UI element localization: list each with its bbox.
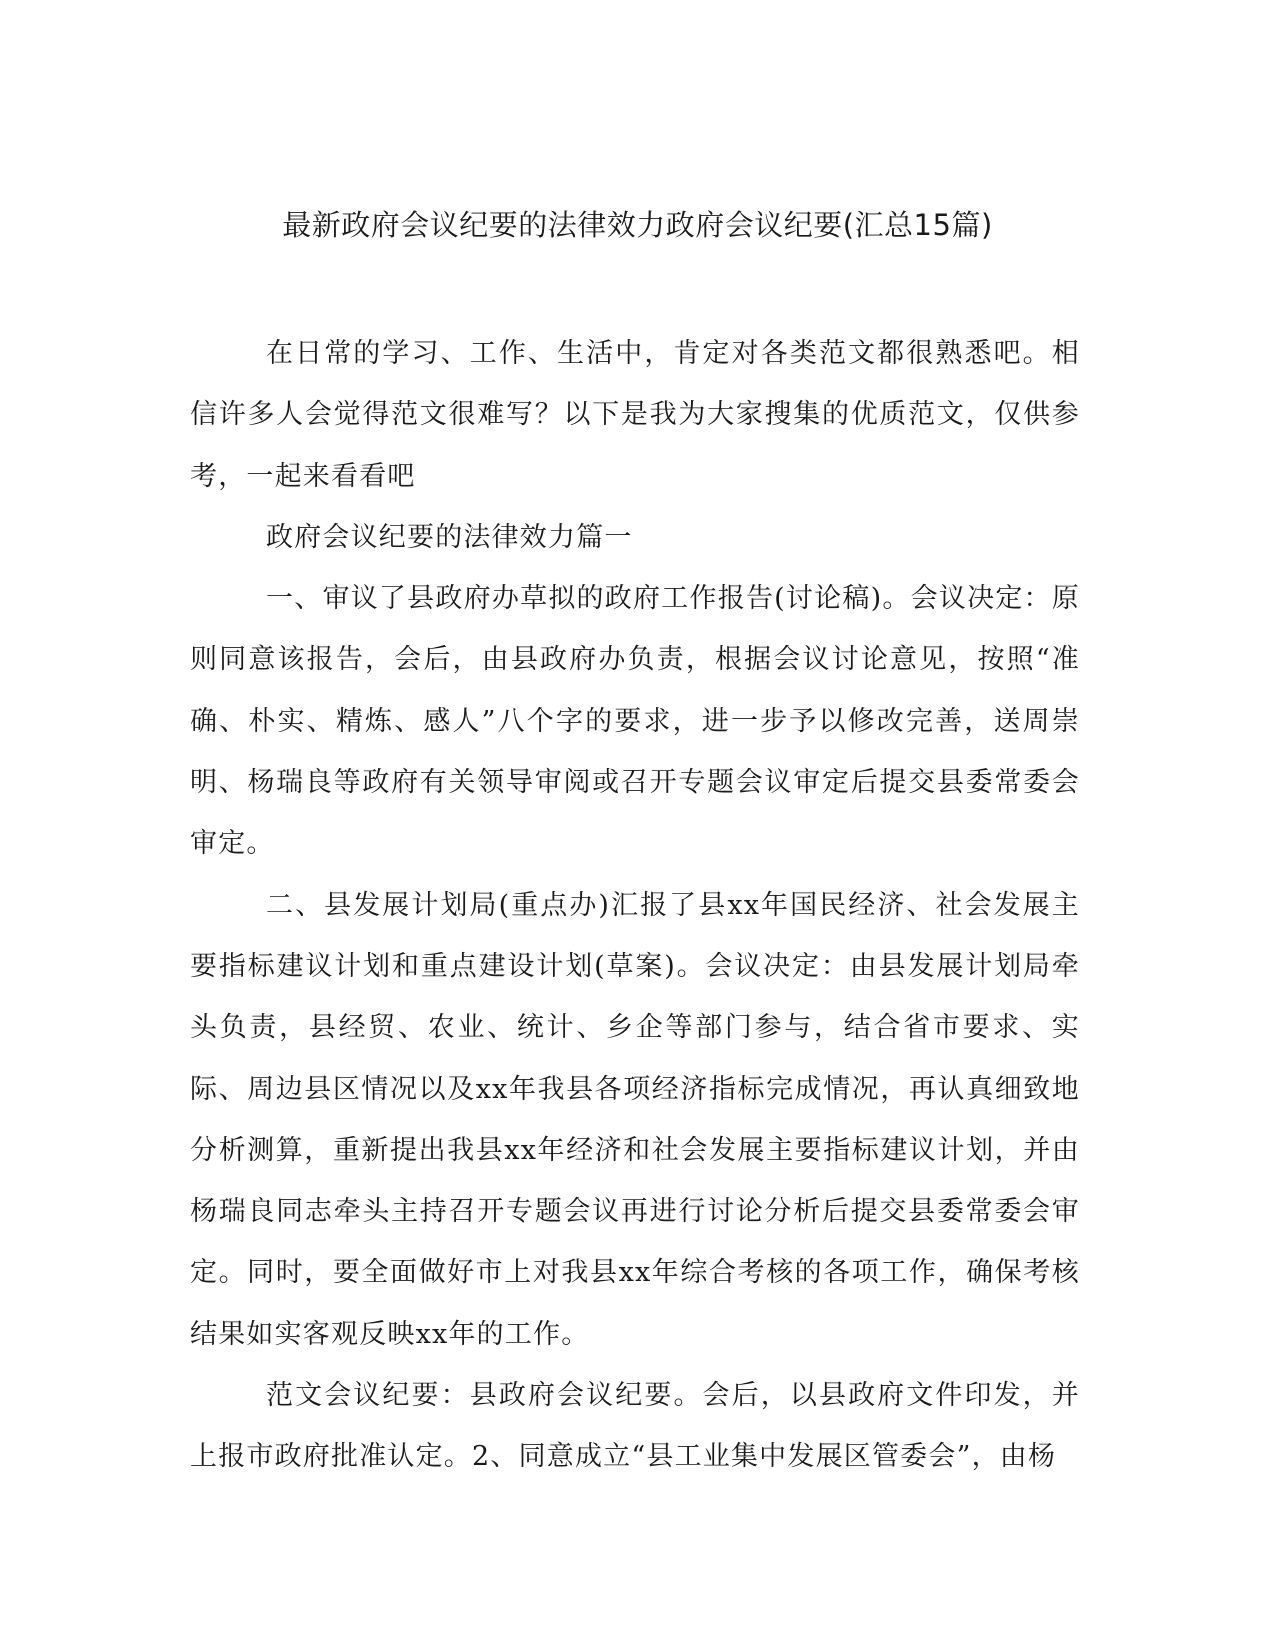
document-body — [190, 323, 1080, 1488]
body-paragraph: 二、县发展计划局(重点办)汇报了县xx年国民经济、社会发展主要指标建议计划和重点建设计划(草案)。会议决定：由县发展计划局牵头负责，县经贸、农业、统计、乡企等部门参与，结合省市要求、实际、周边县区情况以及xx年我县各项经济指标完成情况，再认真细致地分析测算，重新提出我县xx年经济和社会发展主要指标建议计划，并由杨瑞良同志牵头主持召开专题会议再进行讨论分析后提交县委常委会审定。同时，要全面做好市上对我县xx年综合考核的各项工作，确保考核结果如实客观反映xx年的工作。 — [190, 889, 1080, 1350]
body-paragraph: 一、审议了县政府办草拟的政府工作报告(讨论稿)。会议决定：原则同意该报告，会后，由县政府办负责，根据会议讨论意见，按照“准确、朴实、精炼、感人”八个字的要求，进一步予以修改完善，送周崇明、杨瑞良等政府有关领导审阅或召开专题会议审定后提交县委常委会审定。 — [190, 583, 1080, 860]
section-heading: 政府会议纪要的法律效力篇一 — [266, 521, 633, 553]
document-title: 最新政府会议纪要的法律效力政府会议纪要(汇总15篇) — [282, 208, 993, 242]
body-paragraph: 范文会议纪要：县政府会议纪要。会后，以县政府文件印发，并上报市政府批准认定。2、同意成立“县工业集中发展区管委会”，由杨 — [190, 1380, 1080, 1473]
intro-paragraph: 在日常的学习、工作、生活中，肯定对各类范文都很熟悉吧。相信许多人会觉得范文很难写？以下是我为大家搜集的优质范文，仅供参考，一起来看看吧 — [190, 338, 1080, 492]
